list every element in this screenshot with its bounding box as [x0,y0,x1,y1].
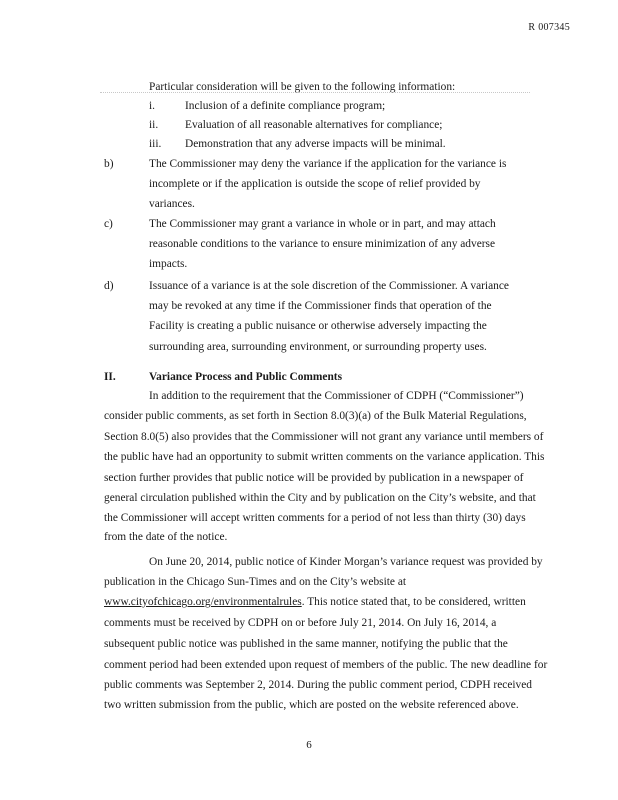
item-d-line: may be revoked at any time if the Commissioner finds that operation of the [149,300,492,312]
para2-line: public comments was September 2, 2014. During the public comment period, CDPH received [104,679,533,691]
item-d-line: Facility is creating a public nuisance or otherwise adversely impacting the [149,320,487,332]
item-b-line: The Commissioner may deny the variance if the application for the variance is [149,158,507,170]
para1-line: the Commissioner will accept written comments for a period of not less than thirty (30) days [104,512,526,524]
criteria-num: i. [149,100,156,112]
item-b-line: variances. [149,198,195,210]
criteria-text: Evaluation of all reasonable alternatives for compliance; [185,119,443,131]
item-c-line: The Commissioner may grant a variance in whole or in part, and may attach [149,218,496,230]
criteria-num: iii. [149,138,162,150]
para2-line: comments must be received by CDPH on or before July 21, 2014. On July 16, 2014, a [104,617,497,629]
criteria-intro: Particular consideration will be given to the following information: [149,81,456,93]
criteria-text: Demonstration that any adverse impacts will be minimal. [185,138,446,150]
item-d-line: surrounding area, surrounding environment, or surrounding property uses. [149,341,487,353]
para2-line: subsequent public notice was published in the same manner, notifying the public that the [104,638,508,650]
section-number: II. [104,371,116,383]
item-c-line: impacts. [149,258,188,270]
item-d-line: Issuance of a variance is at the sole discretion of the Commissioner. A variance [149,280,509,292]
para1-line: the public have had an opportunity to submit written comments on the variance application. This [104,451,545,463]
item-label-b: b) [104,158,114,170]
item-label-c: c) [104,218,113,230]
para1-line: general circulation published within the City and by publication on the City’s website, and that [104,492,536,504]
para1-line: consider public comments, as set forth in Section 8.0(3)(a) of the Bulk Material Regulations, [104,410,527,422]
criteria-num: ii. [149,119,159,131]
para1-line: from the date of the notice. [104,531,228,543]
item-c-line: reasonable conditions to the variance to ensure minimization of any adverse [149,238,496,250]
para2-line: comment period had been extended upon request of members of the public. The new deadline for [104,659,548,671]
environmental-rules-link[interactable]: www.cityofchicago.org/environmentalrules [104,596,302,608]
section-title: Variance Process and Public Comments [149,371,343,383]
item-b-line: incomplete or if the application is outside the scope of relief provided by [149,178,481,190]
para2-line-with-link [104,595,526,609]
para2-line: publication in the Chicago Sun-Times and on the City’s website at [104,576,407,588]
para2-line-rest: . This notice stated that, to be considered, written [301,596,526,608]
para1-line: Section 8.0(5) also provides that the Commissioner will not grant any variance until members of [104,431,544,443]
para2-line: two written submission from the public, which are posted on the website referenced above. [104,699,519,711]
item-label-d: d) [104,280,114,292]
page-number: 6 [306,739,312,751]
bates-number: R 007345 [528,22,570,33]
para1-line: section further provides that public notice will be provided by publication in a newspaper of [104,472,524,484]
dotted-divider [100,92,530,93]
criteria-text: Inclusion of a definite compliance program; [185,100,386,112]
para2-line: On June 20, 2014, public notice of Kinder Morgan’s variance request was provided by [149,556,543,568]
para1-line: In addition to the requirement that the Commissioner of CDPH (“Commissioner”) [149,390,524,402]
